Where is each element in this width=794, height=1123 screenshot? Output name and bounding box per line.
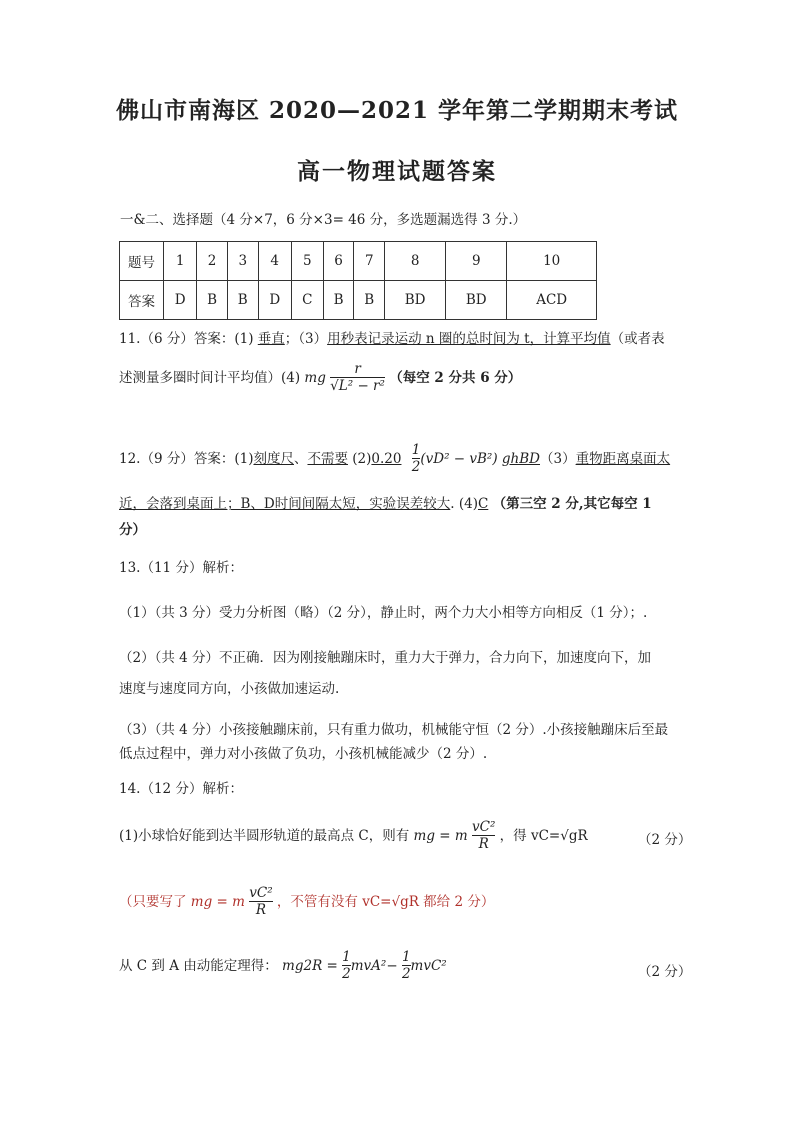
q12-answer-2: 不需要 <box>307 451 348 467</box>
q14-half-1-den: 2 <box>342 966 351 982</box>
q14-line1-text: (1)小球恰好能到达半圆形轨道的最高点 C，则有 <box>119 828 410 844</box>
q14-eq-num: vC² <box>471 819 496 835</box>
section1-heading: 一&二、选择题（4 分×7，6 分×3= 46 分，多选题漏选得 3 分.） <box>120 212 527 228</box>
q11-answer-3: 用秒表记录运动 n 圈的总时间为 t，计算平均值 <box>327 331 611 347</box>
q14-red-b: ，不管有没有 vC=√gR 都给 2 分） <box>276 894 495 910</box>
table-cell: 6 <box>323 242 354 281</box>
q13-part-2a: （2）（共 4 分）不正确．因为刚接触蹦床时，重力大于弹力，合力向下，加速度向下，加 <box>119 650 652 666</box>
q14-line1-score: （2 分） <box>638 832 692 848</box>
q12-answer-3: 0.20 <box>371 451 402 467</box>
table-cell: 9 <box>446 242 507 281</box>
q14-eq-fraction <box>472 820 495 853</box>
q12-part3-label: （3） <box>540 451 576 467</box>
q14-line3-score: （2 分） <box>638 964 692 980</box>
table-cell: D <box>164 281 197 320</box>
q14-line-3 <box>119 950 447 983</box>
q12-score-note-2: 分） <box>119 522 146 538</box>
table-cell: B <box>323 281 354 320</box>
q12-line-1 <box>119 443 670 476</box>
q14-line3-text: 从 C 到 A 由动能定理得： <box>119 958 278 974</box>
q12-answer-4: C <box>477 496 489 512</box>
q14-half-2 <box>402 950 411 983</box>
table-cell: BD <box>385 281 446 320</box>
q14-red-den: R <box>249 901 272 919</box>
q14-red-fraction <box>249 886 272 919</box>
q13-part-1: （1）（共 3 分）受力分析图（略）（2 分），静止时，两个力大小相等方向相反（1 分）；. <box>119 605 648 621</box>
q14-line-1 <box>119 820 588 853</box>
q12-answer-1: 刻度尺 <box>253 451 294 467</box>
table-cell: 7 <box>354 242 385 281</box>
answer-table <box>119 241 597 320</box>
q11-tail: （或者表 <box>610 331 665 347</box>
q14-half-2-den: 2 <box>401 966 411 982</box>
q11-formula-numerator: r <box>354 361 361 377</box>
q14-red-num: vC² <box>249 885 273 901</box>
table-cell: 8 <box>385 242 446 281</box>
q12-score-note: （第三空 2 分,其它每空 1 <box>492 496 652 512</box>
table-cell: ACD <box>507 281 597 320</box>
q11-line2-prefix: 述测量多圈时间计平均值）(4) <box>119 370 301 386</box>
q12-line-2 <box>119 492 652 512</box>
table-cell: C <box>291 281 323 320</box>
q14-heading: 14.（12 分）解析： <box>119 781 243 797</box>
q11-prefix: 11.（6 分）答案：(1) <box>119 331 258 347</box>
table-cell: 5 <box>291 242 323 281</box>
q12-frac-num: 1 <box>411 442 421 458</box>
q14-minus: − <box>386 958 398 974</box>
table-cell: 10 <box>507 242 597 281</box>
table-header-cell: 题号 <box>120 242 164 281</box>
q12-prefix: 12.（9 分）答案：(1) <box>119 451 254 467</box>
q14-half-1-num: 1 <box>342 949 351 965</box>
table-cell: B <box>227 281 258 320</box>
table-cell: BD <box>446 281 507 320</box>
table-cell: 4 <box>258 242 291 281</box>
table-cell: 1 <box>164 242 197 281</box>
q12-line2-text: 近，会落到桌面上；B、D时间间隔太短，实验误差较大 <box>119 496 451 512</box>
q11-answer-1: 垂直 <box>257 331 285 347</box>
q14-red-eq-lhs: mg = m <box>190 894 245 910</box>
q13-part-3a: （3）（共 4 分）小孩接触蹦床前，只有重力做功，机械能守恒（2 分）.小孩接触蹦床后至最 <box>119 722 669 738</box>
q12-line2-end: . (4) <box>450 496 478 512</box>
q14-eq-den: R <box>472 835 495 853</box>
q14-red-note <box>119 886 494 919</box>
table-cell: B <box>354 281 385 320</box>
q14-term-2: mvC² <box>410 958 447 974</box>
table-cell: 3 <box>227 242 258 281</box>
q12-expression-2: ghBD <box>501 451 540 467</box>
q14-line3-eq: mg2R = <box>282 958 338 974</box>
title-line-1: 佛山市南海区 2020—2021 学年第二学期期末考试 <box>115 97 679 124</box>
q13-heading: 13.（11 分）解析： <box>119 560 243 576</box>
q12-part2-label: (2) <box>347 451 372 467</box>
q13-part-3b: 低点过程中，弹力对小孩做了负功，小孩机械能减少（2 分）. <box>119 746 488 762</box>
q14-line1-after: ，得 vC=√gR <box>499 828 588 844</box>
q12-frac-den: 2 <box>411 459 421 475</box>
title-line-2: 高一物理试题答案 <box>297 158 497 185</box>
table-header-cell: 答案 <box>120 281 164 320</box>
q11-mid: ；（3） <box>284 331 328 347</box>
q11-formula-lead: mg <box>304 370 326 386</box>
q12-sep: 、 <box>293 451 308 467</box>
q14-half-2-num: 1 <box>401 949 411 965</box>
table-row-answers <box>120 281 597 320</box>
q12-part3-answer: 重物距离桌面太 <box>575 451 671 467</box>
table-row-numbers <box>120 242 597 281</box>
q11-formula-denominator: √L² − r² <box>330 378 385 394</box>
table-cell: 2 <box>197 242 228 281</box>
q14-red-a: （只要写了 <box>119 894 187 910</box>
q13-part-2b: 速度与速度同方向，小孩做加速运动. <box>119 681 340 697</box>
q11-formula-fraction <box>330 362 385 395</box>
q11-score-note: （每空 2 分共 6 分） <box>389 370 522 386</box>
q14-term-1: mvA² <box>350 958 387 974</box>
table-cell: B <box>197 281 228 320</box>
q11-line-1 <box>119 327 665 347</box>
q14-eq-lhs: mg = m <box>413 828 468 844</box>
table-cell: D <box>258 281 291 320</box>
q12-expression: (vD² − vB²) <box>420 451 498 467</box>
q14-half-1 <box>342 950 351 983</box>
q11-line-2 <box>119 362 521 395</box>
